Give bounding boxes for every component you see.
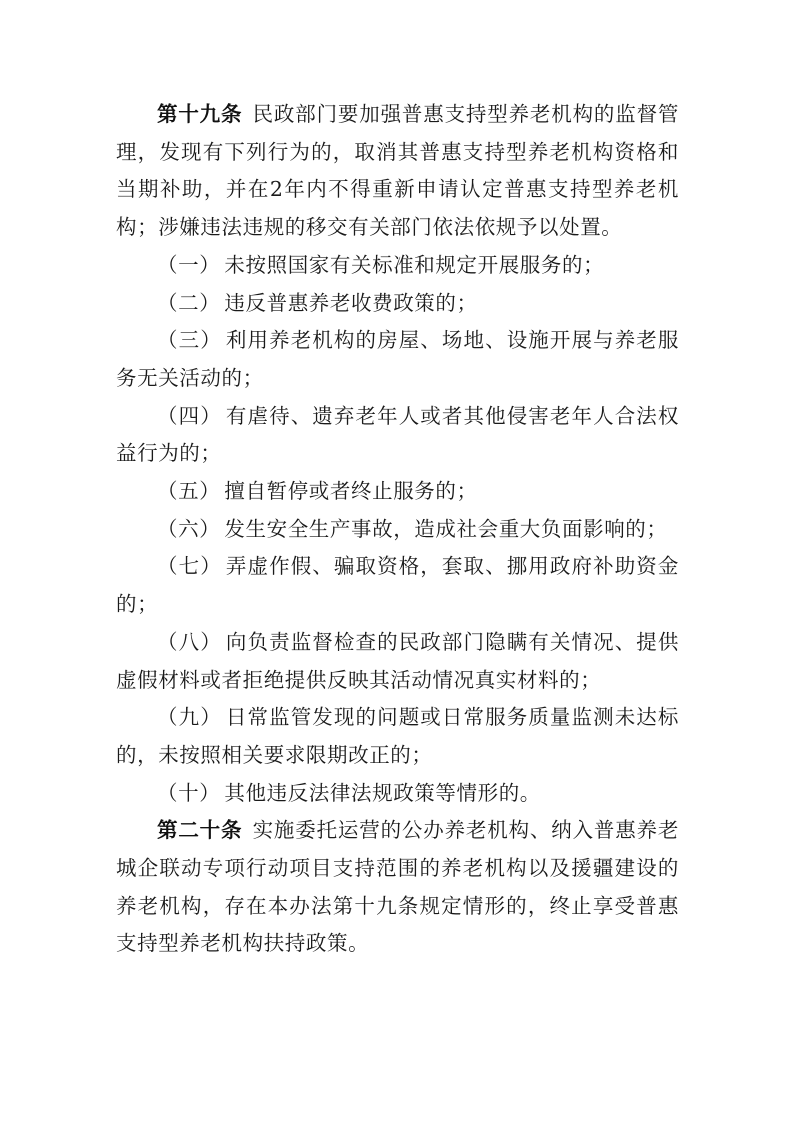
article-19-paragraph [116,96,679,247]
article-19-item-3 [116,322,679,397]
item-label: （十） [157,780,221,805]
item-label: （九） [157,705,222,730]
article-19-body: 民政部门要加强普惠支持型养老机构的监督管理，发现有下列行为的，取消其普惠支持型养老机构资格和当期补助，并在2年内不得重新申请认定普惠支持型养老机构；涉嫌违法违规的移交有关部门依法依规予以处置。 [116,102,680,240]
item-text: 向负责监督检查的民政部门隐瞒有关情况、提供虚假材料或者拒绝提供反映其活动情况真实材料的； [116,629,679,692]
item-text: 擅自暂停或者终止服务的； [224,479,478,504]
item-text: 有虐待、遗弃老年人或者其他侵害老年人合法权益行为的； [116,403,679,466]
item-label: （二） [157,290,221,315]
article-19-item-1 [116,247,679,285]
article-19-item-6 [116,511,679,549]
article-20-body: 实施委托运营的公办养老机构、纳入普惠养老城企联动专项行动项目支持范围的养老机构以及援疆建设的养老机构，存在本办法第十九条规定情形的，终止享受普惠支持型养老机构扶持政策。 [116,818,680,956]
article-20-paragraph [116,812,679,963]
article-19-item-5 [116,473,679,511]
article-20-heading: 第二十条 [157,818,243,843]
item-label: （三） [157,328,222,353]
document-body [116,96,679,963]
article-19-heading: 第十九条 [157,102,243,126]
item-text: 弄虚作假、骗取资格，套取、挪用政府补助资金的； [116,554,679,617]
item-label: （六） [157,516,221,541]
item-label: （五） [157,479,221,504]
item-text: 发生安全生产事故，造成社会重大负面影响的； [224,516,668,541]
article-19-item-8 [116,624,679,699]
item-text: 未按照国家有关标准和规定开展服务的； [224,252,605,277]
article-19-item-7 [116,548,679,623]
item-label: （一） [157,252,221,277]
item-label: （八） [157,629,222,654]
item-text: 违反普惠养老收费政策的； [224,290,478,315]
article-19-item-10 [116,775,679,813]
item-label: （四） [157,403,222,428]
item-text: 利用养老机构的房屋、场地、设施开展与养老服务无关活动的； [116,328,679,390]
article-19-item-9 [116,699,679,774]
item-text: 日常监管发现的问题或日常服务质量监测未达标的，未按照相关要求限期改正的； [116,705,679,767]
article-19-item-2 [116,285,679,323]
item-text: 其他违反法律法规政策等情形的。 [224,780,541,805]
item-label: （七） [157,554,222,579]
article-19-item-4 [116,398,679,473]
